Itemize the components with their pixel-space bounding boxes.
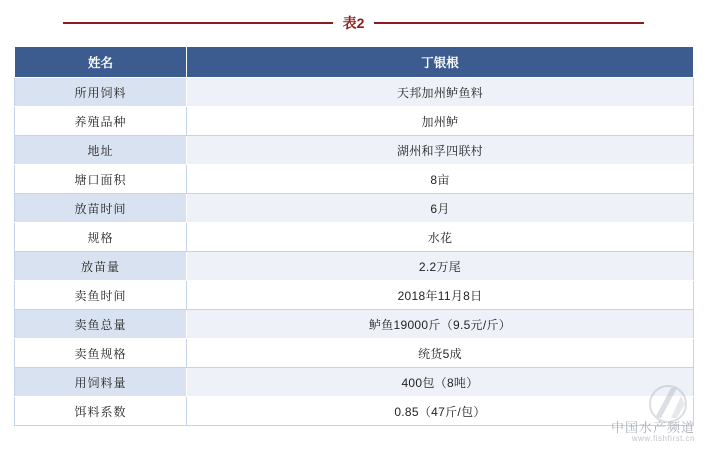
row-value: 2018年11月8日	[187, 281, 694, 310]
table-row	[15, 310, 694, 339]
table-row	[15, 368, 694, 397]
page-title: 表2	[342, 15, 365, 31]
table-row	[15, 194, 694, 223]
row-value: 统货5成	[187, 339, 694, 368]
table-body	[15, 78, 694, 426]
table-header-row	[15, 47, 694, 78]
row-value: 鲈鱼19000斤（9.5元/斤）	[187, 310, 694, 339]
row-value: 2.2万尾	[187, 252, 694, 281]
row-value: 400包（8吨）	[187, 368, 694, 397]
table-row	[15, 397, 694, 426]
row-value: 天邦加州鲈鱼料	[187, 78, 694, 107]
row-label: 规格	[15, 223, 187, 252]
table-row	[15, 107, 694, 136]
table-row	[15, 252, 694, 281]
row-value: 加州鲈	[187, 107, 694, 136]
table-row	[15, 223, 694, 252]
row-label: 饵料系数	[15, 397, 187, 426]
row-label: 用饲料量	[15, 368, 187, 397]
row-label: 放苗时间	[15, 194, 187, 223]
row-label: 塘口面积	[15, 165, 187, 194]
row-label: 放苗量	[15, 252, 187, 281]
title-rule-right	[374, 22, 644, 24]
table-title-row	[0, 12, 707, 34]
table-header	[15, 47, 694, 78]
row-value: 0.85（47斤/包）	[187, 397, 694, 426]
table-row	[15, 165, 694, 194]
watermark	[611, 421, 695, 444]
row-value: 8亩	[187, 165, 694, 194]
table-header-cell-name: 姓名	[15, 47, 187, 78]
row-value: 水花	[187, 223, 694, 252]
watermark-main-text: 中国水产频道	[610, 419, 695, 435]
row-value: 6月	[187, 194, 694, 223]
table-row	[15, 339, 694, 368]
watermark-url-text: www.fishfirst.cn	[631, 434, 695, 444]
row-label: 所用饲料	[15, 78, 187, 107]
row-label: 卖鱼规格	[15, 339, 187, 368]
row-value: 湖州和孚四联村	[187, 136, 694, 165]
title-rule-left	[63, 22, 333, 24]
table-row	[15, 136, 694, 165]
table-row	[15, 281, 694, 310]
row-label: 卖鱼时间	[15, 281, 187, 310]
row-label: 地址	[15, 136, 187, 165]
data-table	[14, 46, 694, 426]
table-header-cell-person: 丁银根	[187, 47, 694, 78]
row-label: 卖鱼总量	[15, 310, 187, 339]
data-table-container	[14, 46, 693, 426]
table-row	[15, 78, 694, 107]
row-label: 养殖品种	[15, 107, 187, 136]
